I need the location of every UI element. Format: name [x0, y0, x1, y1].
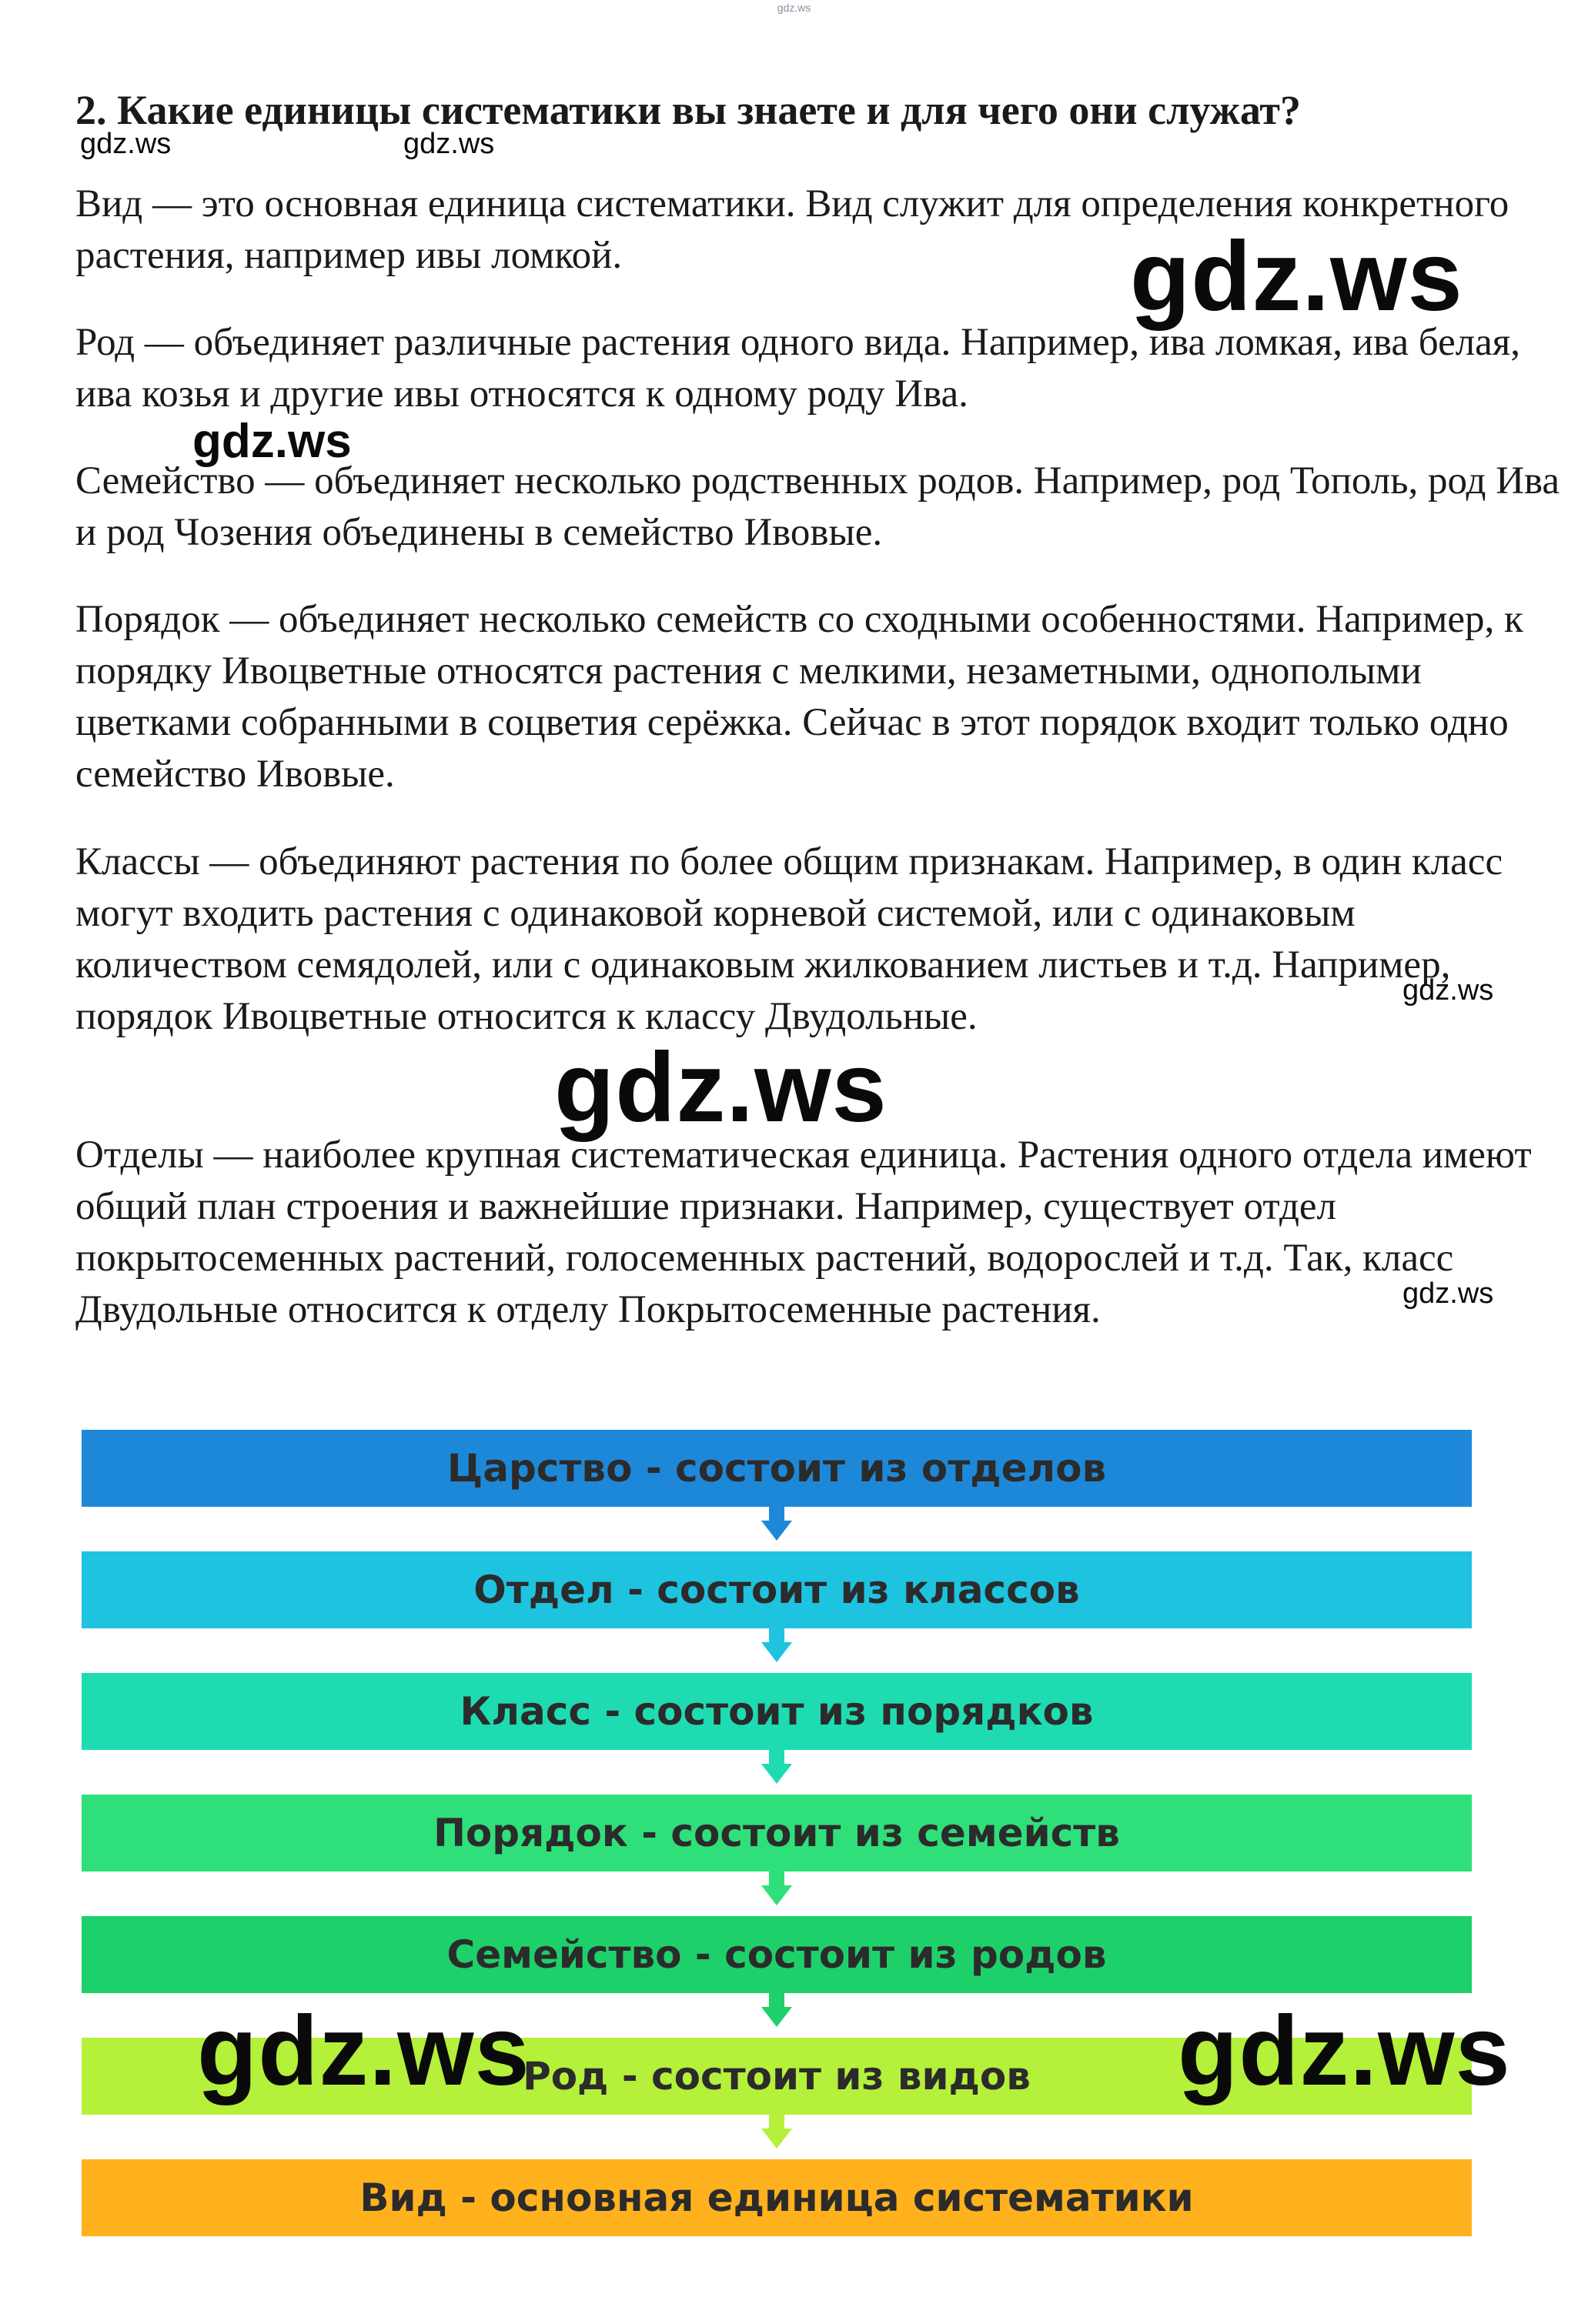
level-order: Порядок - состоит из семейств: [82, 1795, 1472, 1872]
watermark: gdz.ws: [192, 415, 352, 468]
top-watermark: gdz.ws: [777, 2, 811, 14]
level-species: Вид - основная единица систематики: [82, 2159, 1472, 2236]
question-heading: 2. Какие единицы систематики вы знаете и для чего они служат?: [75, 87, 1301, 133]
level-division: Отдел - состоит из классов: [82, 1551, 1472, 1628]
watermark: gdz.ws: [1402, 1277, 1494, 1310]
watermark: gdz.ws: [80, 128, 172, 160]
watermark: gdz.ws: [1130, 222, 1463, 332]
level-genus: Род - состоит из видов: [82, 2038, 1472, 2115]
level-kingdom: Царство - состоит из отделов: [82, 1430, 1472, 1507]
paragraph-classes: Классы — объединяют растения по более общим признакам. Например, в один класс могут входить растения с одинаковой корневой системой, или с одинаковым количеством семядолей, или с одинаковым жилкованием листьев и т.д. Например, порядок Ивоцветные относится к классу Двудольные.: [75, 840, 1503, 1038]
paragraph-family: Семейство — объединяет несколько родственных родов. Например, род Тополь, род Ива и род Чозения объединены в семейство Ивовые.: [75, 459, 1560, 554]
level-class: Класс - состоит из порядков: [82, 1673, 1472, 1750]
paragraph-species: Вид — это основная единица систематики. Вид служит для определения конкретного растения, например ивы ломкой.: [75, 182, 1509, 277]
watermark: gdz.ws: [1178, 1996, 1511, 2106]
watermark: gdz.ws: [1402, 974, 1494, 1007]
paragraph-genus: Род — объединяет различные растения одного вида. Например, ива ломкая, ива белая, ива козья и другие ивы относятся к одному роду Ива.: [75, 321, 1521, 416]
watermark: gdz.ws: [197, 1996, 530, 2106]
paragraph-order: Порядок — объединяет несколько семейств со сходными особенностями. Например, к порядку Ивоцветные относятся растения с мелкими, незаметными, однополыми цветками собранными в соцветия серёжка. Сейчас в этот порядок входит только одно семейство Ивовые.: [75, 598, 1523, 796]
watermark: gdz.ws: [554, 1033, 888, 1143]
paragraph-divisions: Отделы — наиболее крупная систематическая единица. Растения одного отдела имеют общий план строения и важнейшие признаки. Например, существует отдел покрытосеменных растений, голосеменных растений, водорослей и т.д. Так, класс Двудольные относится к отделу Покрытосеменные растения.: [75, 1134, 1532, 1331]
watermark: gdz.ws: [403, 128, 495, 160]
level-family: Семейство - состоит из родов: [82, 1916, 1472, 1993]
